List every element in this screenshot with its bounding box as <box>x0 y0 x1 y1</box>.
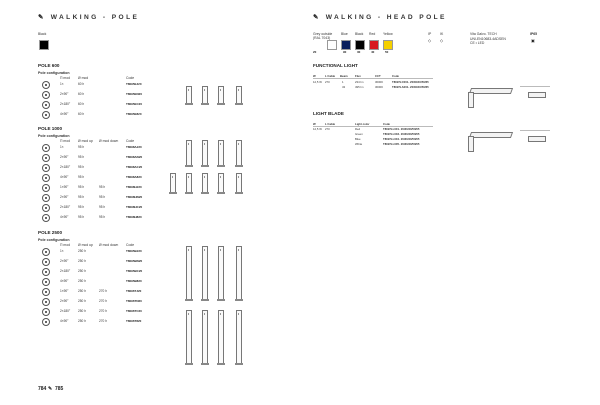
row-mod: 95 h <box>78 205 85 209</box>
row-mod: 95 h <box>78 145 85 149</box>
lb-color: Red <box>355 127 361 131</box>
left-header-title: WALKING - POLE <box>50 14 140 21</box>
color-swatch-black <box>39 40 49 50</box>
dimension-line <box>520 86 550 87</box>
head-icon <box>42 194 50 202</box>
head-icon <box>42 308 50 316</box>
row-code: T8095EC20 <box>126 102 143 106</box>
pole600-title: POLE 600 <box>38 63 60 68</box>
head-icon <box>42 298 50 306</box>
row-code: T8095E820 <box>126 112 142 116</box>
row-spec: 4×90° <box>60 112 69 116</box>
row-code: T8095EN20 <box>126 92 143 96</box>
footer-brand: 785 <box>55 386 64 392</box>
table-row <box>38 154 153 162</box>
right-header <box>313 13 447 21</box>
lb-head: Code <box>383 122 390 126</box>
row-spec: 4×90° <box>60 319 69 323</box>
fl-head: Beam <box>340 74 348 78</box>
col-head: Π mod <box>60 76 70 80</box>
brand-mark-icon: ✎ <box>38 14 44 21</box>
row-spec: 4×90° <box>60 279 69 283</box>
pole1000-table <box>38 144 188 224</box>
col-head: Code <box>126 139 135 143</box>
row-mod: 60 h <box>78 102 85 106</box>
row-mod: 60 h <box>78 82 85 86</box>
color-code: 20 <box>313 50 317 54</box>
table-row <box>38 308 153 316</box>
fl-head: CCT <box>375 74 381 78</box>
pole-drawing <box>186 310 192 364</box>
row-spec: 2×90° <box>60 195 69 199</box>
color-code: 50 <box>385 50 389 54</box>
row-code: T8096T820 <box>126 319 142 323</box>
head-icon <box>42 288 50 296</box>
page-number: 784 <box>38 386 47 392</box>
row-code: T8098H820 <box>126 215 142 219</box>
head-4-icon <box>42 111 50 119</box>
head-2-icon <box>42 91 50 99</box>
lb-code: T8097LL005- 20/30/40/50/65 <box>383 142 420 146</box>
row-spec: 2×180° <box>60 309 71 313</box>
lb-code: T8097LL003- 20/30/40/50/65 <box>383 132 420 136</box>
head-icon <box>42 248 50 256</box>
lb-cable: 270 <box>325 127 330 131</box>
row-spec: 2×180° <box>60 102 71 106</box>
pole-drawing <box>218 140 224 166</box>
pole-drawing <box>186 246 192 300</box>
row-mod: 95 h <box>78 215 85 219</box>
lb-watt: 12,5 W <box>313 127 322 131</box>
pole-drawing <box>202 86 208 104</box>
lb-head: W <box>313 122 316 126</box>
head-1-icon <box>42 81 50 89</box>
head-icon <box>42 268 50 276</box>
col-head: Ø mod up <box>78 243 93 247</box>
fl-watt: 12,5 W <box>313 80 322 84</box>
fl-beam: 1 <box>342 80 344 84</box>
row-code: T8095EJ20 <box>126 82 142 86</box>
color-label-grey: Grey outside (RAL 7043) <box>313 32 333 40</box>
row-mod: 95 h <box>78 185 85 189</box>
fl-head: L Cable <box>325 74 336 78</box>
table-row <box>38 298 153 306</box>
pole-drawing <box>236 140 242 166</box>
row-code: T8098AJ20 <box>126 145 142 149</box>
color-swatch-blue <box>341 40 351 50</box>
row-mod2: 95 h <box>99 205 106 209</box>
color-swatch-black <box>355 40 365 50</box>
pole600-config-label: Pole configuration <box>38 71 70 75</box>
head-icon <box>42 184 50 192</box>
row-spec: 1× <box>60 249 64 253</box>
head-icon <box>42 214 50 222</box>
head-icon <box>42 174 50 182</box>
dimension-line <box>520 130 550 131</box>
pole-drawing <box>218 310 224 364</box>
table-row <box>38 164 153 172</box>
functional-light-drawing <box>468 92 474 108</box>
functional-light-section <box>528 92 546 98</box>
ip-rating: IP65 <box>530 32 537 36</box>
row-mod2: 270 h <box>99 309 107 313</box>
color-code: 40 <box>371 50 375 54</box>
col-head: Π mod <box>60 243 70 247</box>
row-spec: 2×180° <box>60 205 71 209</box>
color-swatch-red <box>369 40 379 50</box>
fl-cable: 270 <box>325 80 330 84</box>
pole-drawing <box>202 310 208 364</box>
table-row <box>38 268 153 276</box>
material-label: Vita Galvo. TECH <box>470 32 497 36</box>
fl-code: T8097LA001- 20/30/40/50/65 <box>392 85 429 89</box>
table-row <box>38 288 153 296</box>
row-mod: 95 h <box>78 165 85 169</box>
light-blade-title: LIGHT BLADE <box>313 111 344 116</box>
color-label-black: Black <box>355 32 364 36</box>
col-head: Π mod <box>60 139 70 143</box>
color-code: 30 <box>357 50 361 54</box>
row-mod: 95 h <box>78 195 85 199</box>
pole-drawing <box>218 246 224 300</box>
fl-flux: 495 lm <box>355 85 364 89</box>
ip65-icon: ▣ <box>531 38 535 43</box>
pole-drawing <box>170 173 176 193</box>
left-color-label: Black <box>38 32 47 36</box>
col-head: Ø mod down <box>99 139 119 143</box>
row-mod: 250 h <box>78 269 86 273</box>
head-icon <box>42 154 50 162</box>
head-3-icon <box>42 101 50 109</box>
row-spec: 2×180° <box>60 269 71 273</box>
row-mod: 250 h <box>78 319 86 323</box>
row-code: T8096TN20 <box>126 299 142 303</box>
brand-mark-icon: ✎ <box>313 14 319 21</box>
row-mod2: 270 h <box>99 319 107 323</box>
col-head: Code <box>126 243 135 247</box>
pole1000-title: POLE 1000 <box>38 126 63 131</box>
row-code: T8098HN20 <box>126 195 143 199</box>
row-mod: 250 h <box>78 249 86 253</box>
row-spec: 2×90° <box>60 155 69 159</box>
lb-code: T8097LL001- 20/30/40/50/65 <box>383 127 420 131</box>
ip-icon: ◇ <box>428 38 432 43</box>
pole-drawing <box>202 246 208 300</box>
row-spec: 4×90° <box>60 175 69 179</box>
pole-drawing <box>236 86 242 104</box>
col-head: Ø mod down <box>99 243 119 247</box>
norm-note: UNI-EN10683-4ADSEN CE • LED <box>470 37 506 45</box>
pole-drawing <box>186 173 192 193</box>
fl-head: W <box>313 74 316 78</box>
row-code: T8095B820 <box>126 279 142 283</box>
pole-drawing <box>218 86 224 104</box>
ip-label: IP <box>428 32 432 36</box>
row-mod: 250 h <box>78 279 86 283</box>
head-icon <box>42 278 50 286</box>
head-icon <box>42 258 50 266</box>
pole2500-table <box>38 248 188 328</box>
row-code: T8098AC20 <box>126 165 143 169</box>
fl-code: T8097LC001- 20/30/40/50/65 <box>392 80 429 84</box>
row-code: T8095BJ20 <box>126 249 142 253</box>
pole-drawing <box>202 173 208 193</box>
table-row <box>38 101 153 109</box>
lb-head: Light color <box>355 122 370 126</box>
lb-color: Green <box>355 132 363 136</box>
row-mod: 250 h <box>78 259 86 263</box>
pole2500-config-label: Pole configuration <box>38 238 70 242</box>
row-spec: 1× <box>60 82 64 86</box>
lb-code: T8097LL004- 20/30/40/50/65 <box>383 137 420 141</box>
ik-icon: ◇ <box>440 38 444 43</box>
fl-flux: 234 lm <box>355 80 364 84</box>
row-spec: 2×90° <box>60 299 69 303</box>
pole-drawing <box>236 173 242 193</box>
row-mod2: 95 h <box>99 185 106 189</box>
pole-drawing <box>202 140 208 166</box>
right-header-title: WALKING - HEAD POLE <box>325 14 447 21</box>
brand-mark-icon: ✎ <box>48 386 53 392</box>
fl-beam: 43 <box>342 85 346 89</box>
row-code: T8096TJ20 <box>126 289 142 293</box>
row-mod: 250 h <box>78 309 86 313</box>
table-row <box>38 111 153 119</box>
row-mod2: 270 h <box>99 289 107 293</box>
row-code: T8095BC20 <box>126 269 143 273</box>
table-row <box>38 214 153 222</box>
color-swatch-grey <box>327 40 337 50</box>
row-code: T8098HC20 <box>126 205 143 209</box>
light-blade-section <box>528 136 546 142</box>
table-row <box>38 144 153 152</box>
divider <box>313 78 433 79</box>
table-row <box>38 174 153 182</box>
row-code: T8098A820 <box>126 175 142 179</box>
table-row <box>38 278 153 286</box>
fl-cct: 3000K <box>375 85 384 89</box>
color-label-red: Red <box>369 32 376 36</box>
table-row <box>38 258 153 266</box>
pole-drawing <box>236 310 242 364</box>
row-spec: 4×90° <box>60 215 69 219</box>
light-blade-drawing <box>469 132 513 138</box>
color-code: 90 <box>343 50 347 54</box>
row-mod: 95 h <box>78 155 85 159</box>
left-header <box>38 13 139 21</box>
row-mod: 60 h <box>78 112 85 116</box>
row-spec: 2×180° <box>60 165 71 169</box>
light-blade-drawing <box>468 136 474 152</box>
row-spec: 1×90° <box>60 289 69 293</box>
row-mod2: 95 h <box>99 215 106 219</box>
row-mod: 60 h <box>78 92 85 96</box>
col-head: Ø mod up <box>78 139 93 143</box>
row-spec: 2×90° <box>60 259 69 263</box>
head-icon <box>42 144 50 152</box>
row-code: T8098AN20 <box>126 155 143 159</box>
row-mod2: 95 h <box>99 195 106 199</box>
row-mod: 95 h <box>78 175 85 179</box>
row-spec: 1× <box>60 145 64 149</box>
lb-color: White <box>355 142 363 146</box>
pole2500-title: POLE 2500 <box>38 230 63 235</box>
col-head: Code <box>126 76 135 80</box>
fl-cct: 3000K <box>375 80 384 84</box>
row-mod: 250 h <box>78 299 86 303</box>
row-code: T8096TC20 <box>126 309 142 313</box>
table-row <box>38 318 153 326</box>
color-swatch-yellow <box>383 40 393 50</box>
pole1000-config-label: Pole configuration <box>38 134 70 138</box>
table-row <box>38 91 153 99</box>
row-spec: 1×90° <box>60 185 69 189</box>
col-head: Ø mod <box>78 76 89 80</box>
ik-label: IK <box>440 32 444 36</box>
table-row <box>38 194 153 202</box>
color-label-blue: Blue <box>341 32 348 36</box>
table-row <box>38 184 153 192</box>
table-row <box>38 248 153 256</box>
table-row <box>38 204 153 212</box>
row-mod2: 270 h <box>99 299 107 303</box>
pole-drawing <box>236 246 242 300</box>
pole-drawing <box>218 173 224 193</box>
head-icon <box>42 318 50 326</box>
row-code: T8095BN20 <box>126 259 143 263</box>
row-mod: 250 h <box>78 289 86 293</box>
row-code: T8098HJ20 <box>126 185 142 189</box>
fl-head: Code <box>392 74 399 78</box>
functional-light-drawing <box>469 88 513 94</box>
head-icon <box>42 164 50 172</box>
lb-head: L Cable <box>325 122 336 126</box>
fl-head: Flux <box>355 74 361 78</box>
head-icon <box>42 204 50 212</box>
pole600-table <box>38 81 188 121</box>
lb-color: Blue <box>355 137 361 141</box>
pole-drawing <box>186 140 192 166</box>
functional-light-title: FUNCTIONAL LIGHT <box>313 63 358 68</box>
pole-drawing <box>186 86 192 104</box>
color-label-yellow: Yellow <box>383 32 393 36</box>
table-row <box>38 81 153 89</box>
row-spec: 2×90° <box>60 92 69 96</box>
